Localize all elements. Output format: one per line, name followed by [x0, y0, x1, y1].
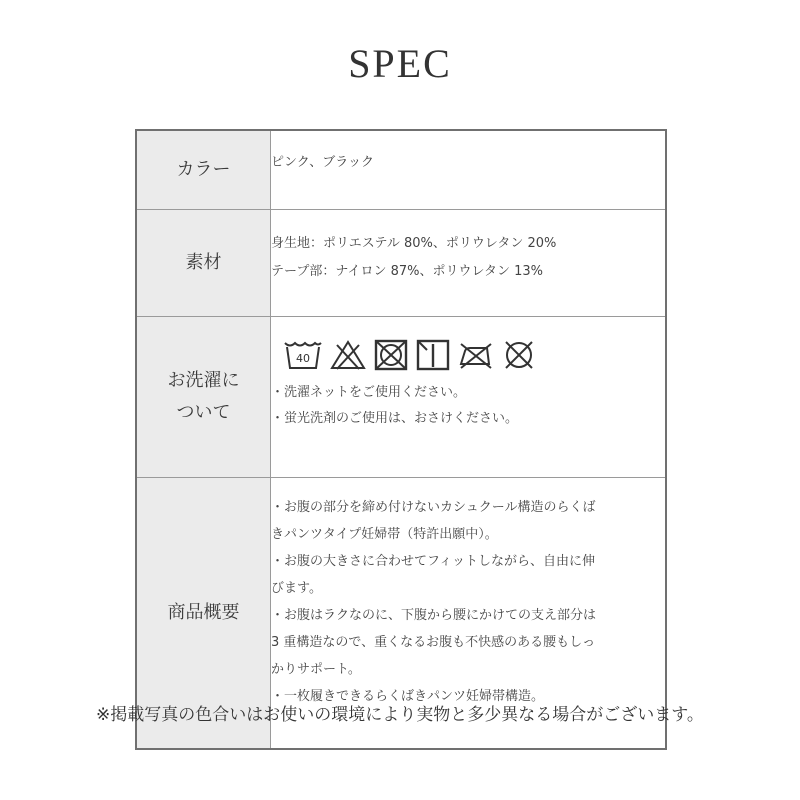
overview-label: 商品概要 — [136, 478, 271, 750]
wash-40-icon — [283, 339, 323, 371]
table-row-washing — [136, 317, 666, 478]
footnote: ※掲載写真の色合いはお使いの環境により実物と多少異なる場合がございます。 — [96, 705, 704, 725]
washing-label — [136, 317, 271, 478]
overview-line: ・お腹の部分を締め付けないカシュクール構造のらくば — [271, 500, 596, 515]
spec-table — [135, 129, 667, 750]
material-value — [271, 210, 667, 317]
overview-line: きパンツタイプ妊婦帯（特許出願中）。 — [271, 527, 498, 542]
overview-line: ・一枚履きできるらくばきパンツ妊婦帯構造。 — [271, 689, 545, 704]
care-icons — [283, 338, 665, 372]
washing-notes — [271, 380, 665, 432]
no-tumble-dry-icon — [373, 338, 409, 372]
washing-label-line: お洗濯に — [167, 370, 240, 391]
no-dry-clean-icon — [501, 339, 537, 371]
washing-note: ・蛍光洗剤のご使用は、おさけください。 — [271, 411, 519, 426]
overview-line: びます。 — [271, 581, 322, 596]
table-row-material — [136, 210, 666, 317]
table-row-color — [136, 130, 666, 210]
wash-temp-text: 40 — [296, 352, 310, 365]
page-title: SPEC — [348, 41, 452, 86]
material-line: 身生地：ポリエステル 80%、ポリウレタン 20% — [271, 236, 557, 251]
color-value: ピンク、ブラック — [271, 130, 667, 210]
overview-line: ・お腹はラクなのに、下腹から腰にかけての支え部分は — [271, 608, 597, 623]
no-iron-icon — [457, 339, 495, 371]
material-line: テープ部：ナイロン 87%、ポリウレタン 13% — [271, 264, 543, 279]
washing-value — [271, 317, 667, 478]
color-label: カラー — [136, 130, 271, 210]
overview-line: ・お腹の大きさに合わせてフィットしながら、自由に伸 — [271, 554, 595, 569]
line-dry-shade-icon — [415, 338, 451, 372]
washing-note: ・洗濯ネットをご使用ください。 — [271, 385, 467, 400]
material-label: 素材 — [136, 210, 271, 317]
overview-line: 3 重構造なので、重くなるお腹も不快感のある腰もしっ — [271, 635, 596, 650]
no-bleach-icon — [329, 339, 367, 371]
washing-label-line: ついて — [176, 402, 231, 423]
overview-line: かりサポート。 — [271, 662, 361, 677]
